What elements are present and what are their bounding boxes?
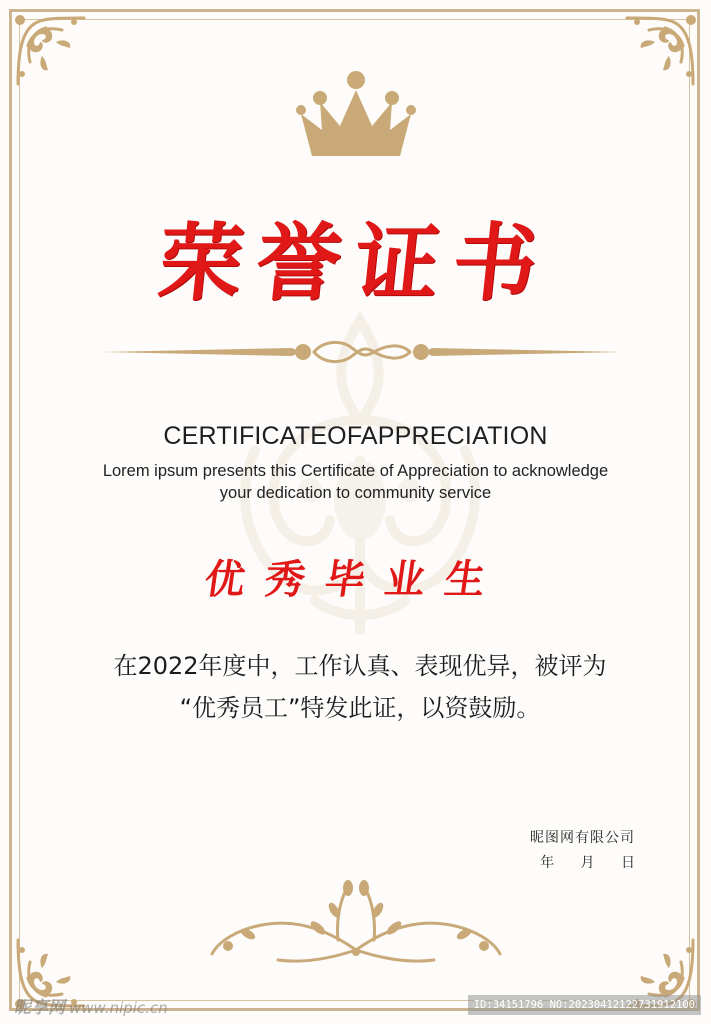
body-line-2: “优秀员工”特发此证，以资鼓励。 [179,694,541,722]
image-id-label: ID:34151796 NO:20230412122731912100 [468,995,701,1015]
site-watermark-name: 昵享网 [14,998,65,1018]
corner-ornament-icon [12,12,90,90]
site-watermark [14,993,168,1018]
site-watermark-url: www.nipic.cn [69,999,168,1017]
ornamental-divider [102,338,622,366]
issuer-name: 昵图网有限公司 [530,830,635,846]
body-line-1: 在2022年度中，工作认真、表现优异，被评为 [113,652,607,680]
laurel-ornament [208,880,504,972]
corner-ornament-icon [621,12,699,90]
certificate-title-en: CERTIFICATEOFAPPRECIATION [163,422,548,450]
subtitle-line-1: Lorem ipsum presents this Certificate of Appreciation to acknowledge [102,462,609,480]
crown-icon [296,70,416,156]
certificate-title-cn: 荣誉证书 [153,213,557,312]
certificate-body [80,645,640,729]
subtitle-line-2: your dedication to community service [219,484,492,502]
certificate-subtitle-en [60,460,651,504]
honor-title: 优秀毕业生 [201,556,509,603]
issue-date: 年 月 日 [540,855,635,871]
